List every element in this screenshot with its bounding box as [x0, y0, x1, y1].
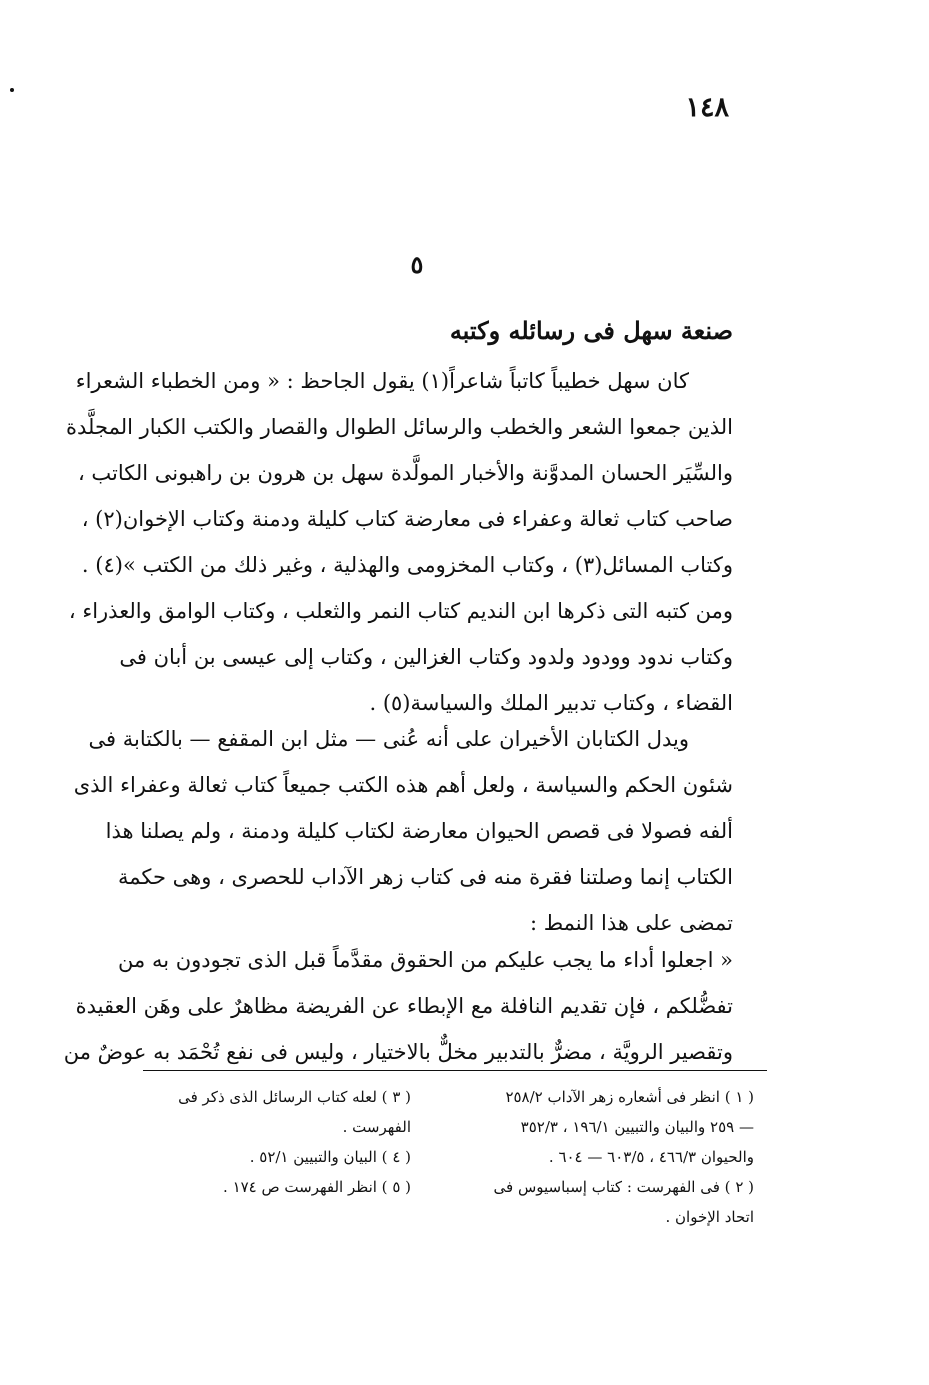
- text-line: تمضى على هذا النمط :: [529, 911, 733, 935]
- paragraph-2: [73, 716, 733, 946]
- text-line: ومن كتبه التى ذكرها ابن النديم كتاب النمر والثعلب ، وكتاب الوامق والعذراء ،: [68, 599, 733, 623]
- text-line: وكتاب المسائل(٣) ، وكتاب المخزومى والهذلية ، وغير ذلك من الكتب »(٤) .: [81, 553, 733, 577]
- text-line: وكتاب ندود وودود ولدود وكتاب الغزالين ، وكتاب إلى عيسى بن أبان فى: [119, 645, 733, 669]
- footnote-line: والحيوان ٤٦٦/٣ ، ٦٠٣/٥ — ٦٠٤ .: [548, 1148, 754, 1166]
- footnote-line: اتحاد الإخوان .: [665, 1208, 754, 1226]
- footnote-line: ( ٣ ) لعله كتاب الرسائل الذى ذكر فى: [178, 1088, 411, 1106]
- footnote-line: ( ٥ ) انظر الفهرست ص ١٧٤ .: [223, 1178, 411, 1196]
- text-line: ويدل الكتابان الأخيران على أنه عُنى — مثل ابن المقفع — بالكتابة فى: [88, 727, 689, 751]
- text-line: تفضُّلكم ، فإن تقديم النافلة مع الإبطاء عن الفريضة مظاهرٌ على وهَن العقيدة: [75, 994, 733, 1018]
- page-number: ١٤٨: [685, 92, 729, 123]
- text-line: صاحب كتاب ثعالة وعفراء فى معارضة كتاب كليلة ودمنة وكتاب الإخوان(٢) ،: [81, 507, 733, 531]
- text-line: شئون الحكم والسياسة ، ولعل أهم هذه الكتب جميعاً كتاب ثعالة وعفراء الذى: [73, 773, 733, 797]
- footnote-line: ( ٢ ) فى الفهرست : كتاب إسباسيوس فى: [493, 1178, 754, 1196]
- footnote-line: ( ١ ) انظر فى أشعاره زهر الآداب ٢٥٨/٢: [505, 1088, 754, 1106]
- chapter-number: ٥: [410, 250, 424, 279]
- footnotes-left-column: [111, 1082, 411, 1202]
- scan-speck: [10, 88, 14, 92]
- text-line: « اجعلوا أداء ما يجب عليكم من الحقوق مقدَّماً قبل الذى تجودون به من: [118, 948, 733, 972]
- text-line: القضاء ، وكتاب تدبير الملك والسياسة(٥) .: [369, 691, 733, 715]
- text-line: ألفه فصولا فى قصص الحيوان معارضة لكتاب كليلة ودمنة ، ولم يصلنا هذا: [105, 819, 733, 843]
- section-heading: صنعة سهل فى رسائله وكتبه: [449, 316, 733, 345]
- paragraph-1: [66, 358, 733, 726]
- text-line: والسِّيَر الحسان المدوَّنة والأخبار المولَّدة سهل بن هرون بن راهبونى الكاتب ،: [77, 461, 733, 485]
- paragraph-3-quote: [63, 937, 733, 1075]
- footnote-line: — ٢٥٩ والبيان والتبيين ١٩٦/١ ، ٣٥٢/٣: [520, 1118, 754, 1136]
- footnote-line: الفهرست .: [342, 1118, 411, 1136]
- text-line: وتقصير الرويَّة ، مضرٌّ بالتدبير مخلٌّ بالاختيار ، وليس فى نفع تُحْمَد به عوضٌ من: [63, 1040, 733, 1064]
- text-line: الكتاب إنما وصلتنا فقرة منه فى كتاب زهر الآداب للحصرى ، وهى حكمة: [118, 865, 733, 889]
- footnotes-right-column: [454, 1082, 754, 1232]
- footnote-divider: [143, 1070, 767, 1071]
- text-line: كان سهل خطيباً كاتباً شاعراً(١) يقول الجاحظ : « ومن الخطباء الشعراء: [75, 369, 689, 393]
- footnote-line: ( ٤ ) البيان والتبيين ٥٢/١ .: [249, 1148, 411, 1166]
- text-line: الذين جمعوا الشعر والخطب والرسائل الطوال والقصار والكتب الكبار المجلَّدة: [66, 415, 733, 439]
